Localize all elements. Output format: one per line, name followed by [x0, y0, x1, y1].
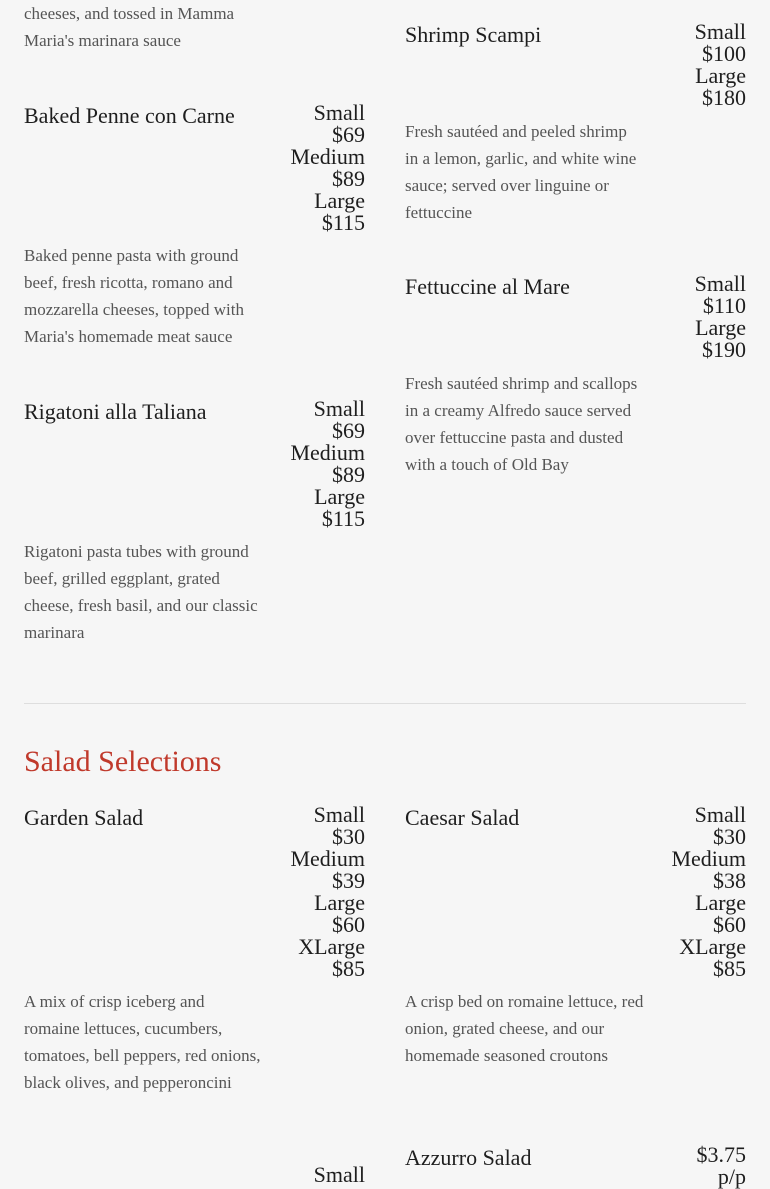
size-label: Small — [313, 396, 365, 421]
item-description: Fresh sautéed shrimp and scallops in a creamy Alfredo sauce served over fettuccine pasta and dusted with a touch of Old Bay — [405, 374, 638, 474]
price-value: $85 — [332, 956, 365, 981]
section-title: Salad Selections — [24, 745, 222, 778]
item-prices — [290, 804, 365, 980]
price-value: $38 — [713, 868, 746, 893]
price-value: $89 — [332, 166, 365, 191]
section-divider — [24, 703, 746, 704]
price-value: $89 — [332, 462, 365, 487]
size-label: Large — [314, 484, 365, 509]
item-prices — [695, 21, 746, 109]
size-label: Medium — [290, 440, 365, 465]
item-description: A mix of crisp iceberg and romaine lettuces, cucumbers, tomatoes, bell peppers, red onions, black olives, and pepperoncini — [24, 992, 261, 1092]
price-value: $30 — [713, 824, 746, 849]
size-label: Small — [694, 802, 746, 827]
size-label: XLarge — [298, 934, 365, 959]
price-value: $39 — [332, 868, 365, 893]
item-prices — [314, 1164, 365, 1186]
size-label: Medium — [290, 144, 365, 169]
price-value: $60 — [332, 912, 365, 937]
size-label: Small — [313, 1162, 365, 1187]
size-label: Large — [695, 63, 746, 88]
size-label: Medium — [290, 846, 365, 871]
previous-item-description: cheeses, and tossed in Mamma Maria's marinara sauce — [24, 4, 235, 50]
size-label: Large — [314, 188, 365, 213]
size-label: Small — [313, 802, 365, 827]
item-name: Rigatoni alla Taliana — [24, 399, 207, 424]
item-prices — [290, 102, 365, 234]
price-value: $115 — [321, 506, 365, 531]
size-label: Small — [694, 19, 746, 44]
item-description: Rigatoni pasta tubes with ground beef, grilled eggplant, grated cheese, fresh basil, and our classic marinara — [24, 542, 258, 642]
price-value: $180 — [702, 85, 746, 110]
item-name: Caesar Salad — [405, 805, 520, 830]
item-name: Baked Penne con Carne — [24, 103, 235, 128]
price-value: $100 — [702, 41, 746, 66]
size-label: Large — [695, 315, 746, 340]
size-label: Small — [694, 271, 746, 296]
price-value: $69 — [332, 418, 365, 443]
size-label: Small — [313, 100, 365, 125]
price-value: $115 — [321, 210, 365, 235]
item-prices — [695, 273, 746, 361]
size-label: Medium — [671, 846, 746, 871]
price-unit: p/p — [717, 1164, 746, 1189]
price-value: $110 — [702, 293, 746, 318]
price-value: $30 — [332, 824, 365, 849]
size-label: Large — [314, 890, 365, 915]
price-value: $85 — [713, 956, 746, 981]
price-value: $3.75 — [696, 1142, 746, 1167]
item-name: Shrimp Scampi — [405, 22, 542, 47]
price-value: $69 — [332, 122, 365, 147]
item-description: Fresh sautéed and peeled shrimp in a lemon, garlic, and white wine sauce; served over linguine or fettuccine — [405, 122, 637, 222]
size-label: XLarge — [679, 934, 746, 959]
price-value: $60 — [713, 912, 746, 937]
item-prices — [697, 1144, 747, 1188]
size-label: Large — [695, 890, 746, 915]
price-value: $190 — [702, 337, 746, 362]
item-prices — [290, 398, 365, 530]
item-description: Baked penne pasta with ground beef, fresh ricotta, romano and mozzarella cheeses, topped with Maria's homemade meat sauce — [24, 246, 244, 346]
item-name: Azzurro Salad — [405, 1145, 532, 1170]
item-name: Fettuccine al Mare — [405, 274, 570, 299]
item-name: Garden Salad — [24, 805, 144, 830]
item-prices — [671, 804, 746, 980]
item-description: A crisp bed on romaine lettuce, red onion, grated cheese, and our homemade seasoned croutons — [405, 992, 644, 1065]
